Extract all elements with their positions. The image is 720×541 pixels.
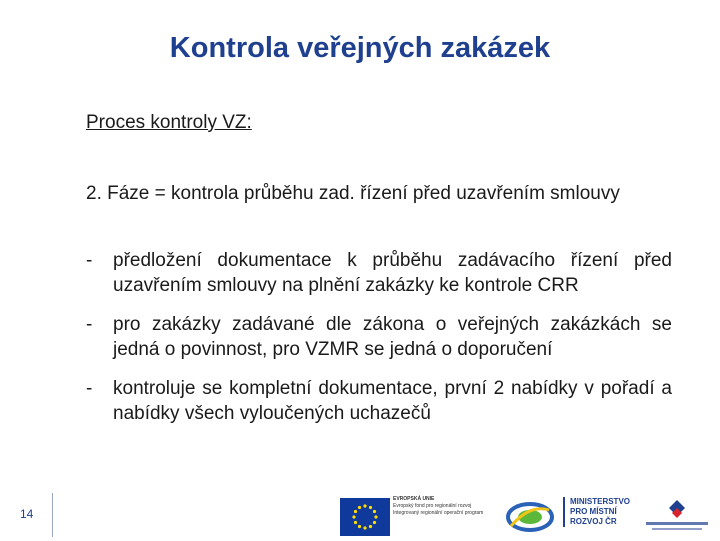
ministry-name xyxy=(563,497,630,527)
bullet-dash: - xyxy=(86,378,93,399)
eu-funding-text xyxy=(393,496,503,517)
eu-text-line: Integrovaný regionální operační program xyxy=(393,510,484,516)
bullet-text: předložení dokumentace k průběhu zadávacího řízení před uzavřením smlouvy na plnění zakázky ke kontrole CRR xyxy=(113,250,672,296)
phase-heading: 2. Fáze = kontrola průběhu zad. řízení před uzavřením smlouvy xyxy=(86,183,620,204)
bullet-item xyxy=(86,312,672,362)
slide-title: Kontrola veřejných zakázek xyxy=(169,32,551,64)
ministry-line: ROZVOJ ČR xyxy=(570,517,617,526)
page-number: 14 xyxy=(20,507,34,521)
bullet-text: pro zakázky zadávané dle zákona o veřejných zakázkách se jedná o povinnost, pro VZMR se jedná o doporučení xyxy=(113,314,672,360)
ministry-line: MINISTERSTVO xyxy=(570,497,631,506)
ministry-line: PRO MÍSTNÍ xyxy=(570,507,617,516)
bullet-item xyxy=(86,248,672,298)
bullet-dash: - xyxy=(86,314,93,335)
footer-divider xyxy=(52,493,53,537)
bullet-text: kontroluje se kompletní dokumentace, první 2 nabídky v pořadí a nabídky všech vyloučených uchazečů xyxy=(113,378,672,424)
bullet-list xyxy=(86,248,672,440)
eu-flag-icon xyxy=(340,498,390,536)
eu-text-line: EVROPSKÁ UNIE xyxy=(393,496,435,502)
bullet-dash: - xyxy=(86,250,93,271)
irop-logo-icon xyxy=(505,500,555,534)
crr-logo-icon xyxy=(638,498,716,536)
bullet-item xyxy=(86,376,672,426)
eu-text-line: Evropský fond pro regionální rozvoj xyxy=(393,503,472,509)
section-subheading: Proces kontroly VZ: xyxy=(86,112,252,133)
